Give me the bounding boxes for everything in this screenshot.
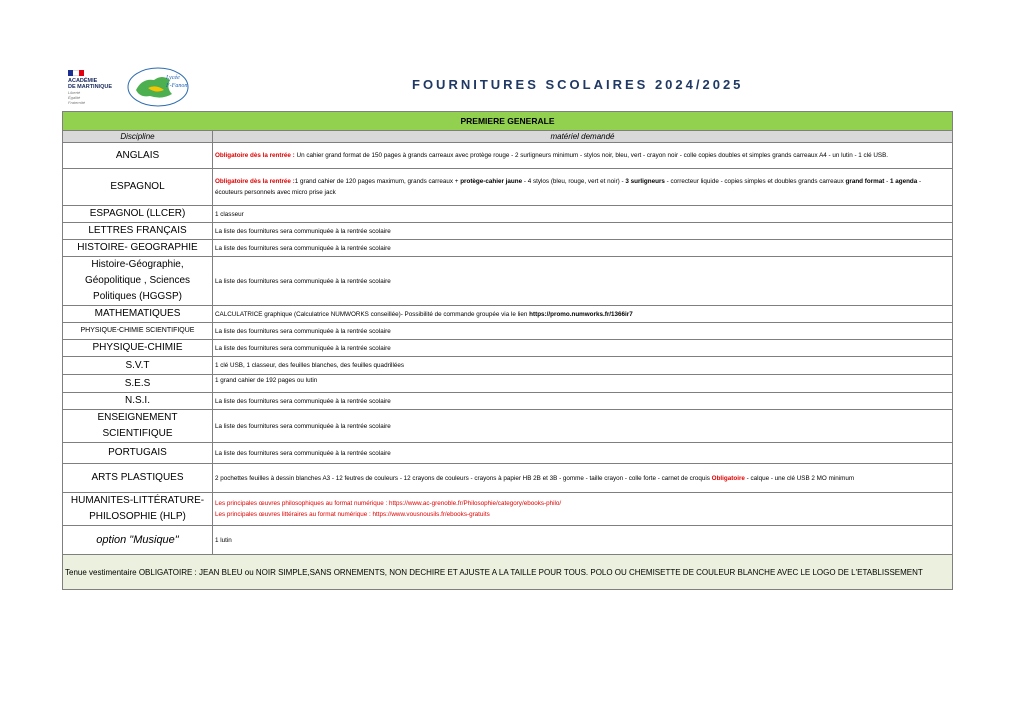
hlp-litt-link[interactable]: Les principales œuvres littéraires au format numérique : https://www.vousnousils.fr/ebooks-gratuits (215, 511, 490, 518)
materiel-espagnol: Obligatoire dès la rentrée :1 grand cahier de 120 pages maximum, grands carreaux + protège-cahier jaune - 4 stylos (bleu, rouge, vert et noir) - 3 surligneurs - correcteur liquide - copies simples et doubles grands carreaux grand format - 1 agenda - écouteurs personnels avec micro prise jack (213, 169, 953, 206)
discipline-arts: ARTS PLASTIQUES (63, 464, 213, 493)
numworks-link[interactable]: https://promo.numworks.fr/1366ir7 (529, 310, 633, 318)
table-row (63, 257, 953, 306)
materiel-histoire: La liste des fournitures sera communiquée à la rentrée scolaire (213, 240, 953, 257)
discipline-hlp-line-2: PHILOSOPHIE (HLP) (89, 511, 186, 522)
materiel-ses: 1 grand cahier de 192 pages ou lutin (213, 375, 953, 393)
table-row (63, 493, 953, 526)
school-logo-line-1: Lycée (166, 75, 180, 81)
materiel-ens-sci: La liste des fournitures sera communiquée à la rentrée scolaire (213, 410, 953, 443)
hlp-philo-link[interactable]: Les principales œuvres philosophiques au format numérique : https://www.ac-grenoble.fr/Philosophie/category/ebooks-philo/ (215, 500, 562, 507)
discipline-hlp (63, 493, 213, 526)
table-row (63, 526, 953, 555)
column-header-discipline: Discipline (63, 131, 213, 143)
discipline-svt: S.V.T (63, 357, 213, 375)
discipline-ens-sci-line-1: ENSEIGNEMENT (97, 412, 178, 423)
discipline-ens-sci-line-2: SCIENTIFIQUE (102, 428, 173, 439)
school-logo-line-2: F-Fanon (166, 83, 188, 89)
table-row (63, 410, 953, 443)
materiel-pc: La liste des fournitures sera communiquée à la rentrée scolaire (213, 340, 953, 357)
materiel-nsi: La liste des fournitures sera communiquée à la rentrée scolaire (213, 393, 953, 410)
discipline-anglais: ANGLAIS (63, 143, 213, 169)
materiel-lettres: La liste des fournitures sera communiquée à la rentrée scolaire (213, 223, 953, 240)
french-flag-icon (68, 70, 84, 76)
dress-code-note: Tenue vestimentaire OBLIGATOIRE : JEAN BLEU ou NOIR SIMPLE,SANS ORNEMENTS, NON DECHIRE ET AJUSTE A LA TAILLE POUR TOUS. POLO OU CHEMISETTE DE COULEUR BLANCHE AVEC LE LOGO DE L'ETABLISSEMENT (63, 555, 953, 590)
footer-row (63, 555, 953, 590)
discipline-hggsp (63, 257, 213, 306)
discipline-musique: option "Musique" (63, 526, 213, 555)
discipline-lettres: LETTRES FRANÇAIS (63, 223, 213, 240)
column-header-materiel: matériel demandé (213, 131, 953, 143)
discipline-espagnol: ESPAGNOL (63, 169, 213, 206)
materiel-svt: 1 clé USB, 1 classeur, des feuilles blanches, des feuilles quadrillées (213, 357, 953, 375)
discipline-nsi: N.S.I. (63, 393, 213, 410)
materiel-espagnol-llcer: 1 classeur (213, 206, 953, 223)
academie-logo (68, 70, 128, 105)
discipline-espagnol-llcer: ESPAGNOL (LLCER) (63, 206, 213, 223)
table-row (63, 340, 953, 357)
discipline-ses: S.E.S (63, 375, 213, 393)
school-logo (126, 66, 190, 108)
materiel-portugais: La liste des fournitures sera communiquée à la rentrée scolaire (213, 443, 953, 464)
academie-line-1: ACADÉMIE (68, 78, 98, 84)
table-row (63, 240, 953, 257)
table-row (63, 223, 953, 240)
materiel-pc-scientifique: La liste des fournitures sera communiquée à la rentrée scolaire (213, 323, 953, 340)
discipline-portugais: PORTUGAIS (63, 443, 213, 464)
discipline-pc-scientifique: PHYSIQUE-CHIMIE SCIENTIFIQUE (63, 323, 213, 340)
discipline-hggsp-line-1: Histoire-Géographie, (91, 259, 184, 270)
academie-motto-3: Fraternité (68, 100, 86, 105)
discipline-hggsp-line-3: Politiques (HGGSP) (93, 291, 182, 302)
academie-line-2: DE MARTINIQUE (68, 84, 112, 90)
table-row (63, 375, 953, 393)
supplies-table (62, 111, 953, 590)
level-title: PREMIERE GENERALE (63, 112, 953, 131)
page-header (62, 66, 952, 110)
materiel-hlp (213, 493, 953, 526)
level-row (63, 112, 953, 131)
discipline-maths: MATHEMATIQUES (63, 306, 213, 323)
materiel-arts: 2 pochettes feuilles à dessin blanches A3 - 12 feutres de couleurs - 12 crayons de couleurs - crayons à papier HB 2B et 3B - gomme - taille crayon - colle forte - carnet de croquis Obligatoire - calque - une clé USB 2 MO minimum (213, 464, 953, 493)
materiel-anglais: Obligatoire dès la rentrée : Un cahier grand format de 150 pages à grands carreaux avec protège rouge - 2 surligneurs minimum - stylos noir, bleu, vert - crayon noir - colle copies doubles et simples grands carreaux A4 - un lutin - 1 clé USB. (213, 143, 953, 169)
discipline-hggsp-line-2: Géopolitique , Sciences (84, 275, 191, 286)
page-title: FOURNITURES SCOLAIRES 2024/2025 (412, 77, 744, 92)
table-row (63, 169, 953, 206)
academie-motto-2: Égalité (68, 95, 81, 100)
academie-motto-1: Liberté (68, 90, 81, 95)
discipline-histoire: HISTOIRE- GEOGRAPHIE (63, 240, 213, 257)
materiel-hggsp: La liste des fournitures sera communiquée à la rentrée scolaire (213, 257, 953, 306)
table-row (63, 143, 953, 169)
materiel-maths: CALCULATRICE graphique (Calculatrice NUMWORKS conseillée)- Possibilité de commande groupée via le lien https://promo.numworks.fr/1366ir7 (213, 306, 953, 323)
table-row (63, 206, 953, 223)
table-row (63, 306, 953, 323)
table-row (63, 464, 953, 493)
table-row (63, 443, 953, 464)
table-row (63, 323, 953, 340)
discipline-pc: PHYSIQUE-CHIMIE (63, 340, 213, 357)
table-row (63, 357, 953, 375)
discipline-ens-sci (63, 410, 213, 443)
table-row (63, 393, 953, 410)
materiel-musique: 1 lutin (213, 526, 953, 555)
column-header-row (63, 131, 953, 143)
discipline-hlp-line-1: HUMANITES-LITTÉRATURE- (70, 495, 205, 506)
